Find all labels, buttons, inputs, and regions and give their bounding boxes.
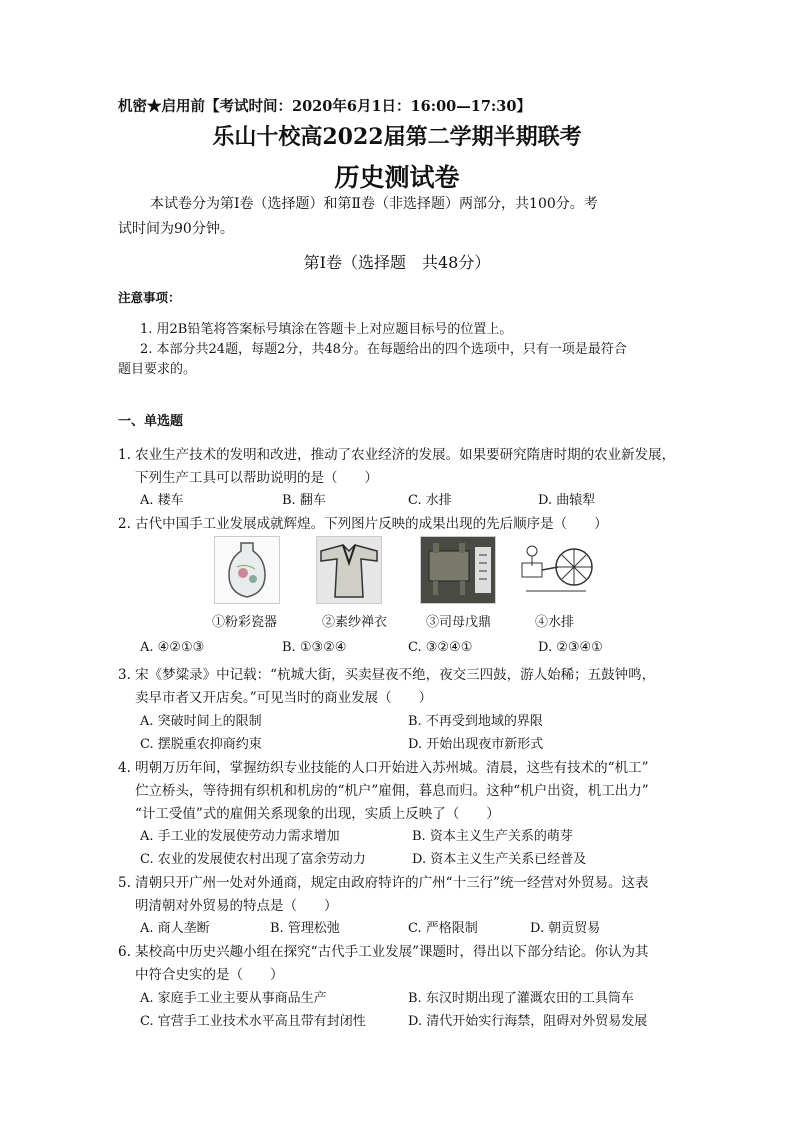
part-title: 一、单选题: [118, 414, 184, 429]
figure-water-bellows: [515, 536, 595, 604]
q1-option-b: B. 翻车: [282, 493, 326, 508]
q4-option-d: D. 资本主义生产关系已经普及: [412, 852, 587, 867]
q2-option-d: D. ②③④①: [538, 640, 603, 655]
q2-option-c: C. ③②④①: [408, 640, 473, 655]
figure-caption-3: ③司母戊鼎: [426, 615, 492, 630]
q3-option-c: C. 摆脱重农抑商约束: [140, 737, 262, 752]
q6-option-c: C. 官营手工业技术水平高且带有封闭性: [140, 1014, 366, 1029]
notice-item-1: 1. 用2B铅笔将答案标号填涂在答题卡上对应题目标号的位置上。: [140, 322, 513, 337]
q3-option-d: D. 开始出现夜市新形式: [408, 737, 544, 752]
q4-option-c: C. 农业的发展使农村出现了富余劳动力: [140, 852, 366, 867]
question-6-text-cont: 中符合史实的是（ ）: [135, 967, 284, 983]
exam-title: 乐山十校高2022届第二学期半期联考: [212, 124, 582, 150]
notice-item-2-cont: 题目要求的。: [118, 362, 197, 377]
question-1-text-cont: 下列生产工具可以帮助说明的是（ ）: [135, 470, 378, 486]
q1-option-a: A. 耧车: [140, 493, 184, 508]
figure-bronze-ding: [420, 536, 496, 604]
q4-option-a: A. 手工业的发展使劳动力需求增加: [140, 829, 340, 844]
q5-option-c: C. 严格限制: [408, 921, 478, 936]
q1-option-d: D. 曲辕犁: [538, 493, 596, 508]
figure-caption-2: ②素纱禅衣: [322, 615, 388, 630]
question-5-text-cont: 明清朝对外贸易的特点是（ ）: [135, 898, 338, 914]
figure-silk-robe: [316, 536, 382, 604]
notice-title: 注意事项：: [118, 290, 181, 305]
question-2-text: 2. 古代中国手工业发展成就辉煌。下列图片反映的成果出现的先后顺序是（ ）: [118, 516, 608, 532]
intro-line-2: 试时间为90分钟。: [118, 221, 234, 237]
figure-caption-4: ④水排: [535, 615, 575, 630]
question-4-text: 4. 明朝万历年间，掌握纺织专业技能的人口开始进入苏州城。清晨，这些有技术的“机工”: [118, 760, 649, 776]
notice-item-2: 2. 本部分共24题，每题2分，共48分。在每题给出的四个选项中，只有一项是最符合: [140, 342, 627, 357]
exam-header: 机密★启用前【考试时间：2020年6月1日：16:00—17:30】: [118, 98, 531, 115]
figure-caption-1: ①粉彩瓷器: [212, 615, 278, 630]
q3-option-a: A. 突破时间上的限制: [140, 714, 262, 729]
question-4-text-cont-1: 伫立桥头，等待拥有织机和机房的“机户”雇佣，暮息而归。这种“机户出资，机工出力”: [135, 783, 649, 799]
question-3-text-cont: 卖早市者又开店矣。”可见当时的商业发展（ ）: [135, 690, 433, 706]
q5-option-a: A. 商人垄断: [140, 921, 210, 936]
exam-subtitle: 历史测试卷: [334, 163, 460, 192]
figure-porcelain-vase: [214, 536, 280, 604]
q6-option-d: D. 清代开始实行海禁，阻碍对外贸易发展: [408, 1014, 648, 1029]
intro-line-1: 本试卷分为第Ⅰ卷（选择题）和第Ⅱ卷（非选择题）两部分，共100分。考: [150, 196, 598, 212]
q2-option-a: A. ④②①③: [140, 640, 205, 655]
question-6-text: 6. 某校高中历史兴趣小组在探究“古代手工业发展”课题时，得出以下部分结论。你认为其: [118, 944, 649, 960]
question-3-text: 3. 宋《梦粱录》中记载：“杭城大街，买卖昼夜不绝，夜交三四鼓，游人始稀；五鼓钟鸣，: [118, 667, 656, 683]
q2-option-b: B. ①③②④: [282, 640, 347, 655]
question-4-text-cont-2: “计工受值”式的雇佣关系现象的出现，实质上反映了（ ）: [135, 806, 500, 822]
q6-option-a: A. 家庭手工业主要从事商品生产: [140, 991, 327, 1006]
q1-option-c: C. 水排: [408, 493, 452, 508]
question-5-text: 5. 清朝只开广州一处对外通商，规定由政府特许的广州“十三行”统一经营对外贸易。这表: [118, 875, 649, 891]
q5-option-d: D. 朝贡贸易: [530, 921, 601, 936]
q3-option-b: B. 不再受到地域的界限: [408, 714, 543, 729]
q4-option-b: B. 资本主义生产关系的萌芽: [412, 829, 573, 844]
q5-option-b: B. 管理松弛: [270, 921, 340, 936]
section-heading: 第Ⅰ卷（选择题 共48分）: [303, 253, 491, 272]
question-1-text: 1. 农业生产技术的发明和改进，推动了农业经济的发展。如果要研究隋唐时期的农业新发展，: [118, 447, 676, 463]
q6-option-b: B. 东汉时期出现了灌溉农田的工具筒车: [408, 991, 634, 1006]
